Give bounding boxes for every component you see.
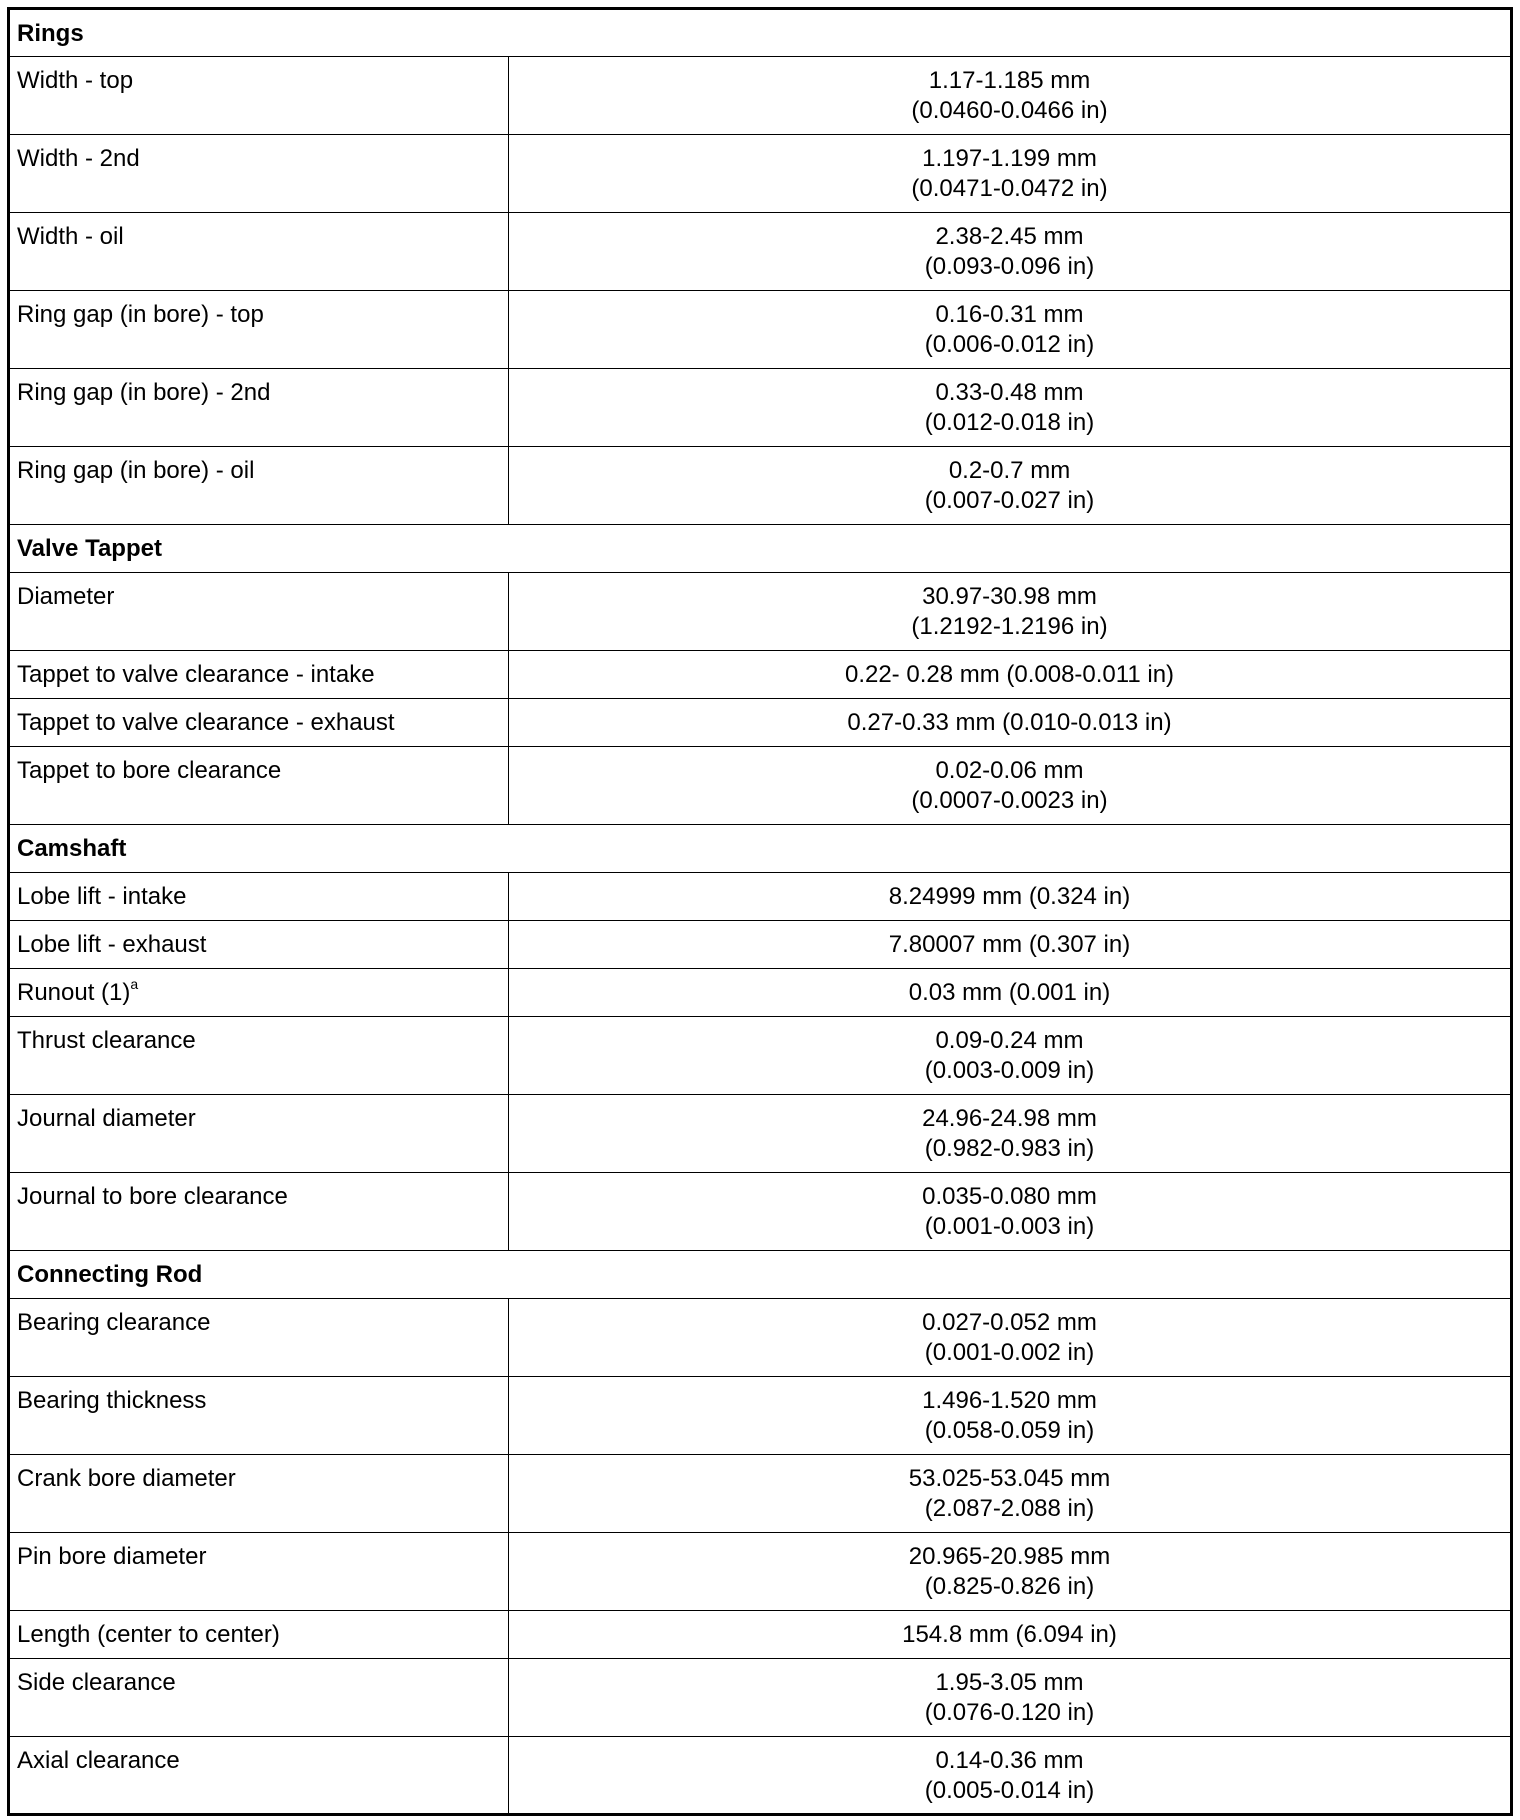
value-metric: 0.02-0.06 mm — [935, 757, 1084, 784]
value-metric: 24.96-24.98 mm — [922, 1105, 1097, 1132]
table-row — [9, 699, 1512, 747]
value-metric: 0.16-0.31 mm — [935, 301, 1084, 328]
row-label: Axial clearance — [9, 1737, 509, 1815]
section-header-rings — [9, 9, 1512, 57]
spec-table-body — [9, 9, 1512, 1815]
value-imperial: (0.003-0.009 in) — [924, 1057, 1095, 1084]
row-value — [509, 369, 1512, 447]
row-value — [509, 1173, 1512, 1251]
value-metric: 1.17-1.185 mm — [928, 67, 1091, 94]
row-value — [509, 1533, 1512, 1611]
row-label: Diameter — [9, 573, 509, 651]
row-label: Width - 2nd — [9, 135, 509, 213]
row-value — [509, 57, 1512, 135]
value-metric: 0.33-0.48 mm — [935, 379, 1084, 406]
table-row — [9, 1455, 1512, 1533]
row-value — [509, 747, 1512, 825]
row-value — [509, 1455, 1512, 1533]
table-row — [9, 447, 1512, 525]
row-label — [9, 969, 509, 1017]
row-label: Bearing clearance — [9, 1299, 509, 1377]
section-title: Valve Tappet — [9, 525, 1512, 573]
row-value — [509, 573, 1512, 651]
table-row — [9, 1017, 1512, 1095]
row-label: Lobe lift - exhaust — [9, 921, 509, 969]
value-metric: 1.496-1.520 mm — [922, 1387, 1097, 1414]
row-label: Bearing thickness — [9, 1377, 509, 1455]
row-label: Crank bore diameter — [9, 1455, 509, 1533]
row-label: Tappet to valve clearance - exhaust — [9, 699, 509, 747]
value-imperial: (2.087-2.088 in) — [924, 1495, 1095, 1522]
value-imperial: (0.001-0.003 in) — [924, 1213, 1095, 1240]
value-metric: 0.027-0.052 mm — [922, 1309, 1097, 1336]
row-label: Lobe lift - intake — [9, 873, 509, 921]
table-row — [9, 651, 1512, 699]
row-value — [509, 1017, 1512, 1095]
table-row — [9, 57, 1512, 135]
value-imperial: (0.982-0.983 in) — [924, 1135, 1095, 1162]
value-imperial: (0.001-0.002 in) — [924, 1339, 1095, 1366]
row-value: 8.24999 mm (0.324 in) — [509, 873, 1512, 921]
value-imperial: (0.005-0.014 in) — [924, 1777, 1095, 1804]
table-row — [9, 873, 1512, 921]
section-header-valve-tappet — [9, 525, 1512, 573]
row-label: Width - top — [9, 57, 509, 135]
row-value — [509, 1377, 1512, 1455]
table-row — [9, 369, 1512, 447]
table-row — [9, 291, 1512, 369]
value-imperial: (0.006-0.012 in) — [924, 331, 1095, 358]
value-metric: 0.2-0.7 mm — [948, 457, 1071, 484]
row-value — [509, 1095, 1512, 1173]
table-row — [9, 1737, 1512, 1815]
table-row — [9, 1299, 1512, 1377]
section-title: Camshaft — [9, 825, 1512, 873]
value-imperial: (0.058-0.059 in) — [924, 1417, 1095, 1444]
row-label: Length (center to center) — [9, 1611, 509, 1659]
value-imperial: (0.0460-0.0466 in) — [911, 97, 1108, 124]
value-metric: 20.965-20.985 mm — [908, 1543, 1111, 1570]
row-label: Thrust clearance — [9, 1017, 509, 1095]
row-label: Journal diameter — [9, 1095, 509, 1173]
value-imperial: (0.012-0.018 in) — [924, 409, 1095, 436]
footnote-marker: a — [130, 976, 139, 992]
row-value — [509, 135, 1512, 213]
table-row — [9, 747, 1512, 825]
value-metric: 0.09-0.24 mm — [935, 1027, 1084, 1054]
row-label: Ring gap (in bore) - 2nd — [9, 369, 509, 447]
value-imperial: (0.076-0.120 in) — [924, 1699, 1095, 1726]
row-value — [509, 447, 1512, 525]
value-imperial: (0.093-0.096 in) — [924, 253, 1095, 280]
table-row — [9, 1533, 1512, 1611]
table-row — [9, 213, 1512, 291]
table-row — [9, 1611, 1512, 1659]
table-row — [9, 1659, 1512, 1737]
row-value: 0.27-0.33 mm (0.010-0.013 in) — [509, 699, 1512, 747]
value-metric: 30.97-30.98 mm — [922, 583, 1097, 610]
row-label: Pin bore diameter — [9, 1533, 509, 1611]
value-metric: 1.197-1.199 mm — [922, 145, 1097, 172]
table-row — [9, 1095, 1512, 1173]
row-label: Ring gap (in bore) - top — [9, 291, 509, 369]
row-value — [509, 1299, 1512, 1377]
table-row — [9, 969, 1512, 1017]
row-label-text: Runout (1) — [17, 979, 131, 1006]
table-row — [9, 573, 1512, 651]
row-label: Width - oil — [9, 213, 509, 291]
value-metric: 53.025-53.045 mm — [908, 1465, 1111, 1492]
value-imperial: (1.2192-1.2196 in) — [911, 613, 1108, 640]
table-row — [9, 1377, 1512, 1455]
row-value: 154.8 mm (6.094 in) — [509, 1611, 1512, 1659]
row-value: 0.03 mm (0.001 in) — [509, 969, 1512, 1017]
value-metric: 0.14-0.36 mm — [935, 1747, 1084, 1774]
row-value — [509, 1659, 1512, 1737]
row-label: Tappet to valve clearance - intake — [9, 651, 509, 699]
value-imperial: (0.825-0.826 in) — [924, 1573, 1095, 1600]
row-value: 7.80007 mm (0.307 in) — [509, 921, 1512, 969]
section-header-connecting-rod — [9, 1251, 1512, 1299]
value-imperial: (0.007-0.027 in) — [924, 487, 1095, 514]
value-metric: 1.95-3.05 mm — [935, 1669, 1084, 1696]
row-label: Side clearance — [9, 1659, 509, 1737]
table-row — [9, 921, 1512, 969]
row-value — [509, 1737, 1512, 1815]
section-header-camshaft — [9, 825, 1512, 873]
value-imperial: (0.0471-0.0472 in) — [911, 175, 1108, 202]
row-label: Ring gap (in bore) - oil — [9, 447, 509, 525]
value-metric: 0.035-0.080 mm — [922, 1183, 1097, 1210]
row-label: Journal to bore clearance — [9, 1173, 509, 1251]
row-label: Tappet to bore clearance — [9, 747, 509, 825]
row-value — [509, 213, 1512, 291]
table-row — [9, 1173, 1512, 1251]
value-metric: 2.38-2.45 mm — [935, 223, 1084, 250]
table-row — [9, 135, 1512, 213]
row-value — [509, 291, 1512, 369]
value-imperial: (0.0007-0.0023 in) — [911, 787, 1108, 814]
section-title: Connecting Rod — [9, 1251, 1512, 1299]
section-title: Rings — [9, 9, 1512, 57]
row-value: 0.22- 0.28 mm (0.008-0.011 in) — [509, 651, 1512, 699]
spec-table — [7, 7, 1513, 1816]
